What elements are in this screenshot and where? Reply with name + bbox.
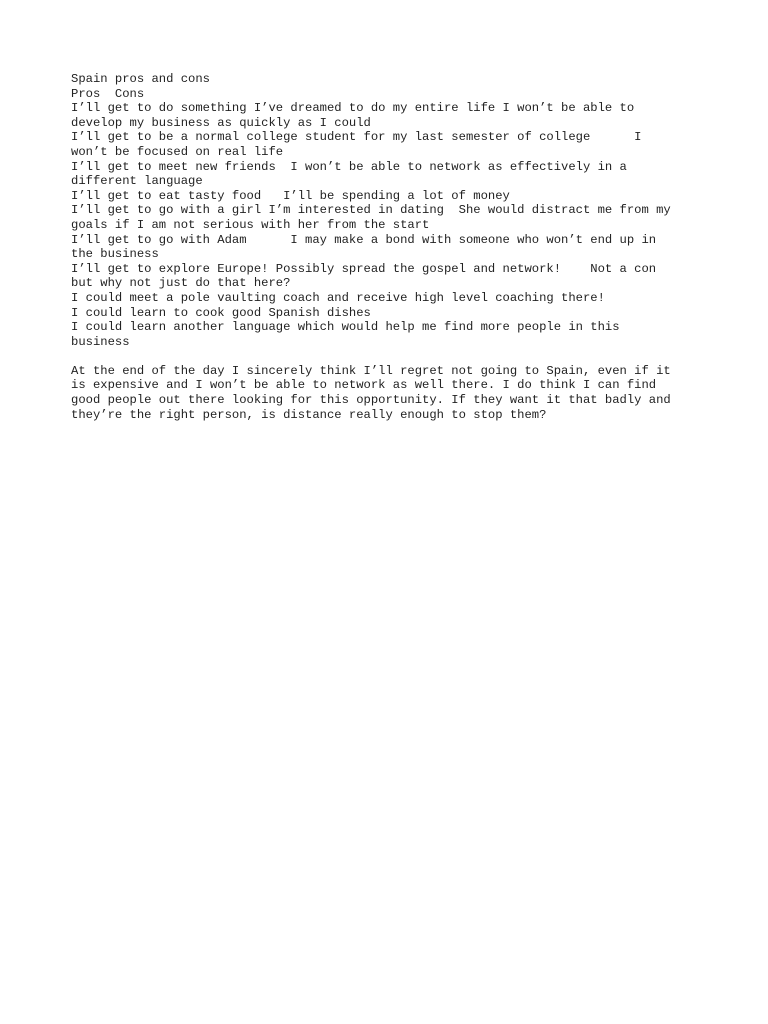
text-line: I could learn another language which would help me find more people in this <box>71 320 620 335</box>
text-line: I’ll get to go with Adam I may make a bond with someone who won’t end up in <box>71 232 657 247</box>
text-line: I’ll get to be a normal college student for my last semester of college I <box>71 130 642 145</box>
text-line: business <box>71 334 130 349</box>
blank-line <box>71 349 711 364</box>
text-line: I could learn to cook good Spanish dishes <box>71 305 371 320</box>
text-line: develop my business as quickly as I could <box>71 115 371 130</box>
conclusion-line: they’re the right person, is distance really enough to stop them? <box>71 407 547 422</box>
text-line: I’ll get to explore Europe! Possibly spread the gospel and network! Not a con <box>71 261 657 276</box>
text-line: goals if I am not serious with her from the start <box>71 217 430 232</box>
text-line: I’ll get to go with a girl I’m interested in dating She would distract me from my <box>71 203 671 218</box>
text-line: different language <box>71 174 203 189</box>
text-line: I’ll get to meet new friends I won’t be able to network as effectively in a <box>71 159 627 174</box>
text-line: the business <box>71 247 159 262</box>
text-line: I’ll get to eat tasty food I’ll be spending a lot of money <box>71 188 510 203</box>
pros-cons-header: Pros Cons <box>71 86 145 101</box>
conclusion-line: is expensive and I won’t be able to network as well there. I do think I can find <box>71 378 657 393</box>
document-body <box>71 72 711 422</box>
conclusion-line: good people out there looking for this opportunity. If they want it that badly and <box>71 393 671 408</box>
text-line: won’t be focused on real life <box>71 144 284 159</box>
text-line: but why not just do that here? <box>71 276 291 291</box>
conclusion-line: At the end of the day I sincerely think I’ll regret not going to Spain, even if it <box>71 363 671 378</box>
text-line: I’ll get to do something I’ve dreamed to do my entire life I won’t be able to <box>71 101 635 116</box>
text-line: I could meet a pole vaulting coach and receive high level coaching there! <box>71 290 605 305</box>
document-title: Spain pros and cons <box>71 72 210 86</box>
